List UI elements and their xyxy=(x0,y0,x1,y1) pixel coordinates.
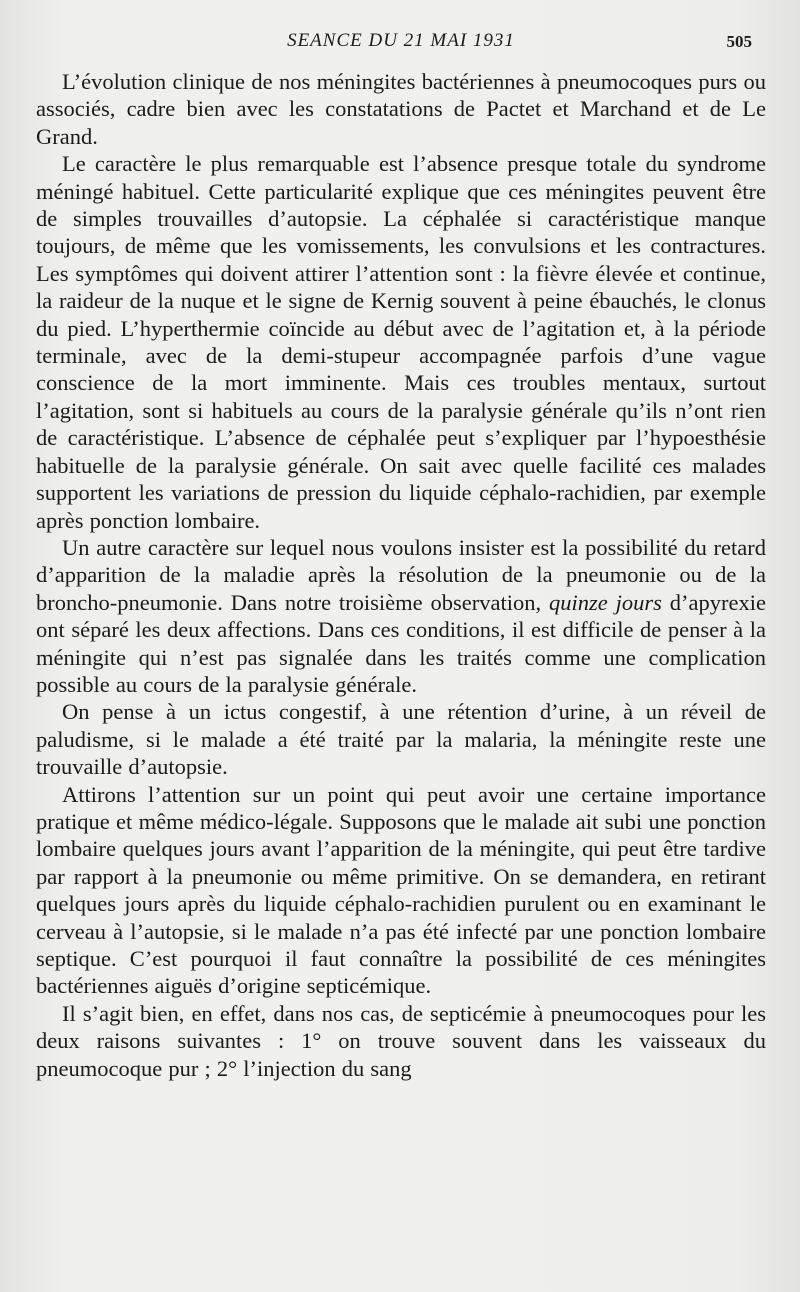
paragraph-4: On pense à un ictus congestif, à une rétention d’urine, à un réveil de paludisme, si le malade a été traité par la malaria, la méningite reste une trouvaille d’autopsie. xyxy=(36,699,766,780)
paragraph-3-text-after: d’apyrexie ont séparé les deux affections. Dans ces conditions, il est difficile de penser à la méningite qui n’est pas signalée dans les traités comme une complication possible au cours de la paralysie générale. xyxy=(36,589,766,697)
paragraph-3-text-before: Un autre caractère sur lequel nous voulons insister est la possibilité du retard d’apparition de la maladie après la résolution de la pneumonie ou de la broncho-pneumonie. Dans notre troisième observation, xyxy=(36,534,766,615)
paragraph-1: L’évolution clinique de nos méningites bactériennes à pneumocoques purs ou associés, cadre bien avec les constatations de Pactet et Marchand et de Le Grand. xyxy=(36,69,766,149)
running-header xyxy=(36,26,766,56)
article-body xyxy=(36,68,766,1082)
paragraph-5: Attirons l’attention sur un point qui peut avoir une certaine importance pratique et même médico-légale. Supposons que le malade ait subi une ponction lombaire quelques jours avant l’apparition de la méningite, qui peut être tardive par rapport à la pneumonie ou même primitive. On se demandera, en retirant quelques jours après du liquide céphalo-rachidien purulent ou en examinant le cerveau à l’autopsie, si le malade n’a pas été infecté par une ponction lombaire septique. C’est pourquoi il faut connaître la possibilité de ces méningites bactériennes aiguës d’origine septicémique. xyxy=(36,781,766,999)
running-title: SEANCE DU 21 MAI 1931 xyxy=(287,30,515,51)
paragraph-3-italic-phrase: quinze jours xyxy=(549,589,662,615)
paragraph-6: Il s’agit bien, en effet, dans nos cas, de septicémie à pneumocoques pour les deux raisons suivantes : 1° on trouve souvent dans les vaisseaux du pneumocoque pur ; 2° l’injection du sang xyxy=(36,1000,766,1081)
paragraph-3 xyxy=(36,534,766,698)
page-number: 505 xyxy=(726,32,752,51)
paragraph-2: Le caractère le plus remarquable est l’absence presque totale du syndrome méningé habituel. Cette particularité explique que ces méningites peuvent être de simples trouvailles d’autopsie. La céphalée si caractéristique manque toujours, de même que les vomissements, les convulsions et les contractures. Les symptômes qui doivent attirer l’attention sont : la fièvre élevée et continue, la raideur de la nuque et le signe de Kernig souvent à peine ébauchés, le clonus du pied. L’hyperthermie coïncide au début avec de l’agitation et, à la période terminale, avec de la demi-stupeur accompagnée parfois d’une vague conscience de la mort imminente. Mais ces troubles mentaux, surtout l’agitation, sont si habituels au cours de la paralysie générale qu’ils n’ont rien de caractéristique. L’absence de céphalée peut s’expliquer par l’hypoesthésie habituelle de la paralysie générale. On sait avec quelle facilité ces malades supportent les variations de pression du liquide céphalo-rachidien, par exemple après ponction lombaire. xyxy=(36,151,766,533)
